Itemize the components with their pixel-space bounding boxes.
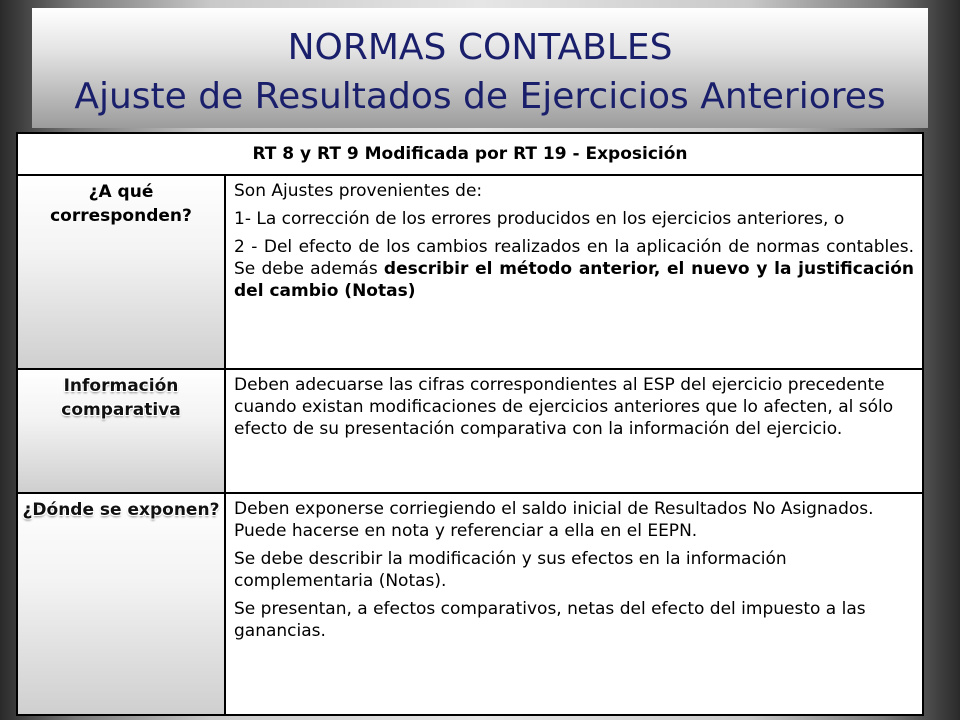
row-label-informacion: Información comparativa bbox=[18, 370, 226, 492]
row-label-donde: ¿Dónde se exponen? bbox=[18, 494, 226, 714]
paragraph bbox=[234, 236, 914, 302]
paragraph: Deben exponerse corriegiendo el saldo inicial de Resultados No Asignados. Puede hacerse en nota y referenciar a ella en el EEPN. bbox=[234, 499, 874, 541]
table-row bbox=[18, 494, 922, 714]
paragraph: Se presentan, a efectos comparativos, netas del efecto del impuesto a las ganancias. bbox=[234, 599, 866, 641]
table-header: RT 8 y RT 9 Modificada por RT 19 - Exposición bbox=[18, 134, 922, 176]
title-banner bbox=[32, 8, 928, 128]
table-row bbox=[18, 176, 922, 370]
content-table bbox=[16, 132, 924, 716]
paragraph: Son Ajustes provenientes de: bbox=[234, 181, 483, 201]
row-label-corresponden: ¿A qué corresponden? bbox=[18, 176, 226, 368]
paragraph: 1- La corrección de los errores producidos en los ejercicios anteriores, o bbox=[234, 209, 845, 229]
title-line-1: NORMAS CONTABLES bbox=[287, 27, 673, 68]
paragraph-text: 2 - Del efecto de los cambios realizados en la aplicación de normas contables. Se debe además bbox=[234, 237, 914, 279]
paragraph-bold-text: describir el método anterior, el nuevo y la justificación del cambio (Notas) bbox=[234, 259, 915, 301]
row-content-corresponden bbox=[226, 176, 922, 368]
title-line-2: Ajuste de Resultados de Ejercicios Anteriores bbox=[74, 76, 886, 117]
paragraph: Deben adecuarse las cifras correspondientes al ESP del ejercicio precedente cuando existan modificaciones de ejercicios anteriores que lo afecten, al sólo efecto de su presentación comparativa con la información del ejercicio. bbox=[234, 375, 894, 439]
table-row bbox=[18, 370, 922, 494]
row-content-informacion bbox=[226, 370, 922, 492]
row-content-donde bbox=[226, 494, 922, 714]
paragraph: Se debe describir la modificación y sus efectos en la información complementaria (Notas). bbox=[234, 549, 787, 591]
